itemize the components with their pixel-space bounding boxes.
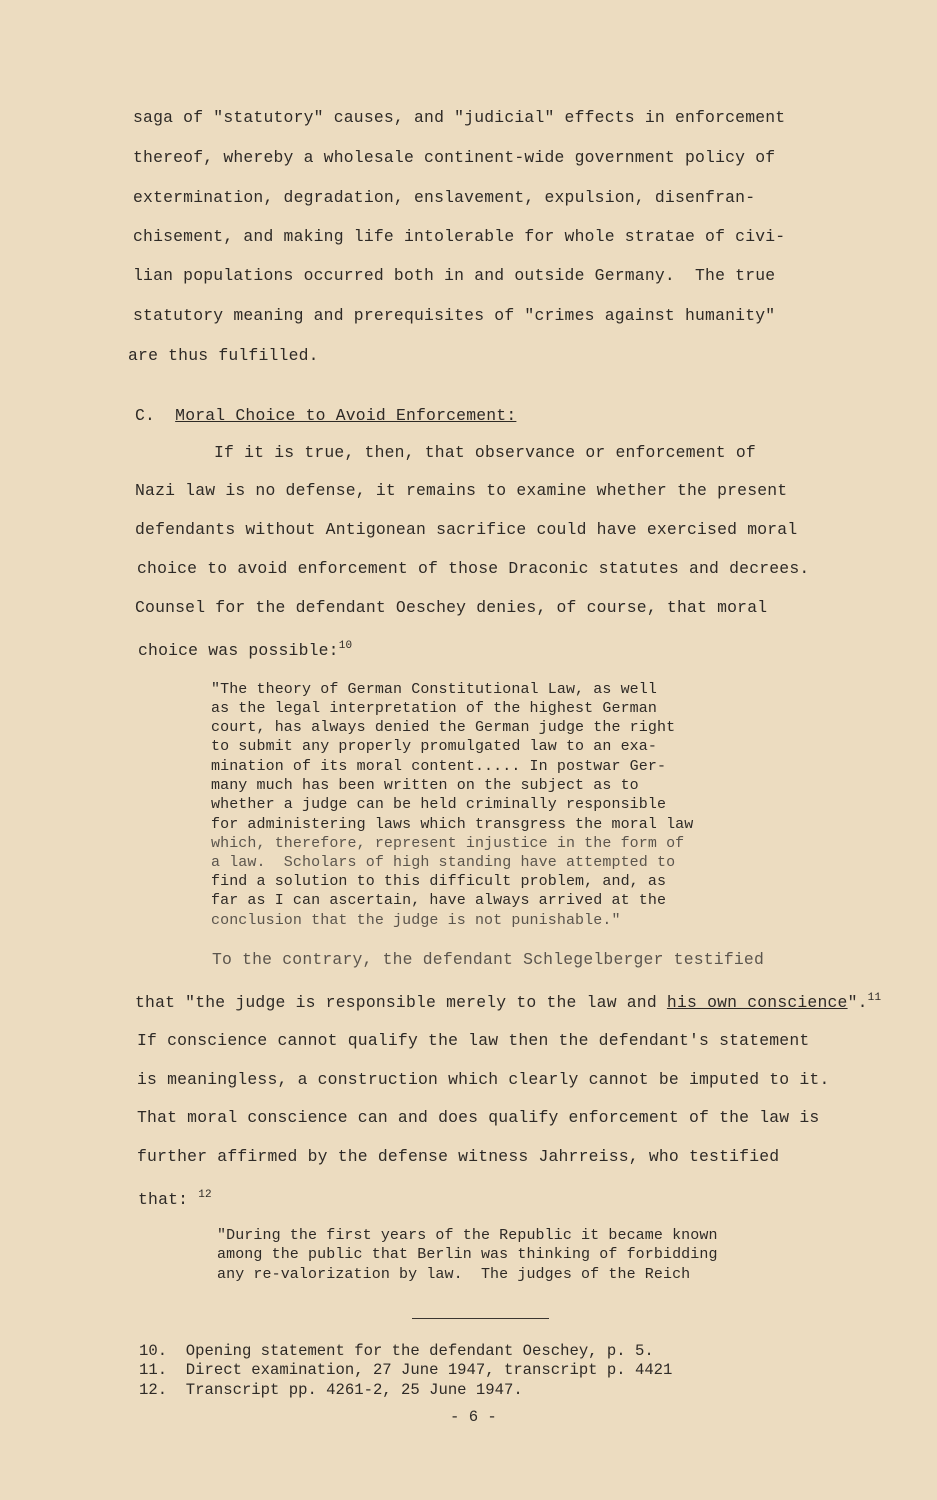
body-line: To the contrary, the defendant Schlegelberger testified [212,950,764,969]
footnote-12 [139,1381,523,1399]
quote-line: conclusion that the judge is not punishable." [211,912,621,929]
body-line-text: that: [138,1190,189,1209]
quote-line: whether a judge can be held criminally responsible [211,796,667,813]
footnote-11 [139,1361,672,1379]
body-line: If conscience cannot qualify the law then the defendant's statement [137,1031,810,1050]
body-line: are thus fulfilled. [128,346,319,365]
body-line: chisement, and making life intolerable for whole stratae of civi- [133,227,786,246]
body-line-text: that "the judge is responsible merely to the law and [135,993,667,1012]
footnote-text: Transcript pp. 4261-2, 25 June 1947. [185,1381,523,1399]
quote-line: as the legal interpretation of the highest German [211,700,657,717]
body-line: choice to avoid enforcement of those Draconic statutes and decrees. [137,559,810,578]
quote-line: which, therefore, represent injustice in the form of [211,835,685,852]
footnote-ref-12: 12 [198,1189,212,1201]
section-heading [135,406,516,425]
body-line: lian populations occurred both in and outside Germany. The true [133,266,776,285]
footnote-divider [412,1318,549,1319]
footnote-number: 10. [139,1342,168,1360]
footnote-text: Direct examination, 27 June 1947, transcript p. 4421 [185,1361,673,1379]
body-line: statutory meaning and prerequisites of "crimes against humanity" [133,306,776,325]
footnote-ref-11: 11 [867,992,882,1004]
body-line: Nazi law is no defense, it remains to examine whether the present [135,481,788,500]
body-line: Counsel for the defendant Oeschey denies, of course, that moral [135,598,768,617]
quote-line: "The theory of German Constitutional Law, as well [211,681,657,698]
quote-line: for administering laws which transgress the moral law [211,816,694,833]
body-line: That moral conscience can and does qualify enforcement of the law is [137,1108,820,1127]
footnote-ref-10: 10 [338,640,353,652]
body-line: saga of "statutory" causes, and "judicial" effects in enforcement [133,108,786,127]
quote-line: many much has been written on the subject as to [211,777,639,794]
quote-line: any re-valorization by law. The judges of the Reich [217,1266,691,1283]
quote-line: court, has always denied the German judge the right [211,719,676,736]
quote-line: "During the first years of the Republic it became known [217,1227,718,1244]
quote-line: among the public that Berlin was thinking of forbidding [217,1246,718,1263]
quote-line: to submit any properly promulgated law to an exa- [211,738,657,755]
page-number: - 6 - [450,1408,497,1426]
body-line: thereof, whereby a wholesale continent-wide government policy of [133,148,776,167]
footnote-number: 12. [139,1381,168,1399]
body-line [138,640,352,660]
body-line: is meaningless, a construction which clearly cannot be imputed to it. [137,1070,830,1089]
footnote-number: 11. [139,1361,168,1379]
quote-line: mination of its moral content..... In postwar Ger- [211,758,667,775]
quote-line: far as I can ascertain, have always arrived at the [211,892,667,909]
body-line: extermination, degradation, enslavement, expulsion, disenfran- [133,188,756,207]
footnote-text: Opening statement for the defendant Oeschey, p. 5. [185,1342,654,1360]
body-line: further affirmed by the defense witness Jahrreiss, who testified [137,1147,780,1166]
body-line-text: choice was possible: [138,641,339,660]
quote-line: find a solution to this difficult problem, and, as [211,873,667,890]
footnote-10 [139,1342,654,1360]
section-title: Moral Choice to Avoid Enforcement: [175,406,517,425]
body-line: If it is true, then, that observance or enforcement of [214,443,756,462]
quote-line: a law. Scholars of high standing have attempted to [211,854,676,871]
body-line [135,992,881,1012]
underlined-phrase: his own conscience [666,993,848,1012]
body-line: defendants without Antigonean sacrifice could have exercised moral [135,520,798,539]
body-line-text: ". [847,993,868,1012]
section-letter: C. [135,406,156,425]
body-line [138,1189,212,1209]
